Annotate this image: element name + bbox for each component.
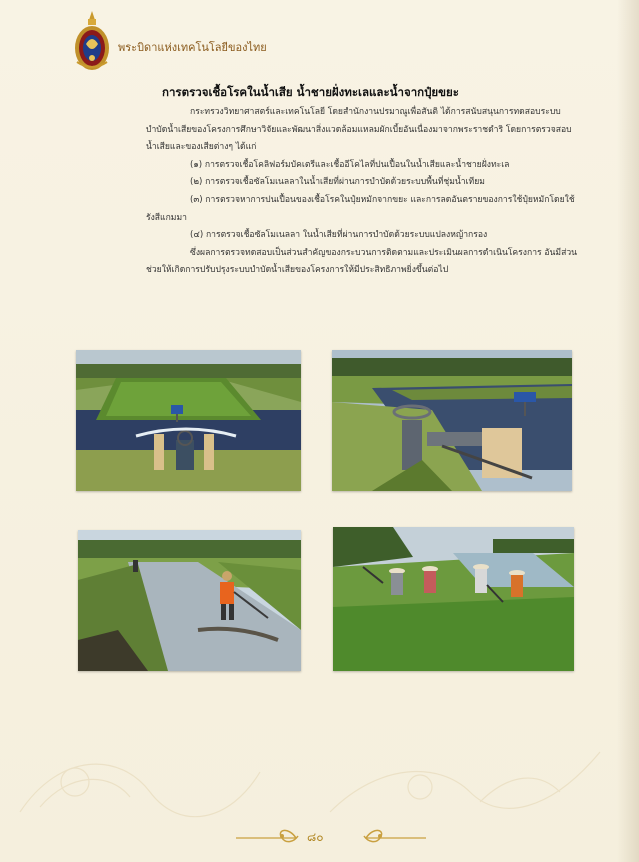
intro-paragraph: กระทรวงวิทยาศาสตร์และเทคโนโลยี โดยสำนักงานปรมาณูเพื่อสันติ ได้การสนับสนุนการทดสอบระบบบำบัดน้ำเสียของโครงการศึกษาวิจัยและพัฒนาสิ่งแวดล้อมแหลมผักเบี้ยอันเนื่องมาจากพระราชดำริ โดยการตรวจสอบน้ำเสียและของเสียต่างๆ ได้แก่ — [146, 107, 572, 153]
photo-worker-in-channel — [78, 530, 301, 671]
list-item: (๓) การตรวจหาการปนเปื้อนของเชื้อโรคในปุ๋ยหมักจากขยะ และการลดอันตรายของการใช้ปุ๋ยหมักโดยใช้รังสีแกมมา — [146, 194, 575, 223]
body-text — [146, 104, 578, 280]
list-item: (๔) การตรวจเชื้อซัลโมเนลลา ในน้ำเสียที่ผ่านการบำบัดด้วยระบบแปลงหญ้ากรอง — [190, 230, 488, 241]
running-header-title: พระบิดาแห่งเทคโนโลยีของไทย — [118, 41, 267, 54]
list-item: (๑) การตรวจเชื้อโคลิฟอร์มบัคเตรีและเชื้ออีโคไลที่ปนเปื้อนในน้ำเสียและน้ำชายฝั่งทะเล — [190, 159, 510, 170]
list-item: (๒) การตรวจเชื้อซัลโมเนลลาในน้ำเสียที่ผ่านการบำบัดด้วยระบบพื้นที่ชุ่มน้ำเทียม — [190, 177, 485, 188]
royal-emblem-icon — [73, 10, 111, 72]
photo-valve-pond — [332, 350, 572, 491]
closing-paragraph: ซึ่งผลการตรวจทดสอบเป็นส่วนสำคัญของกระบวนการติดตามและประเมินผลการดำเนินโครงการ อันมีส่วนช่วยให้เกิดการปรับปรุงระบบบำบัดน้ำเสียของโครงการให้มีประสิทธิภาพยิ่งขึ้นต่อไป — [146, 247, 578, 276]
photo-constructed-wetland — [76, 350, 301, 491]
photo-workers-weeding — [333, 527, 574, 671]
background-ornament — [0, 712, 639, 822]
page-number: ๘๐ — [307, 830, 324, 844]
section-heading: การตรวจเชื้อโรคในน้ำเสีย น้ำชายฝั่งทะเลและน้ำจากปุ๋ยขยะ — [162, 85, 459, 99]
footer-ornament-icon — [236, 822, 426, 852]
